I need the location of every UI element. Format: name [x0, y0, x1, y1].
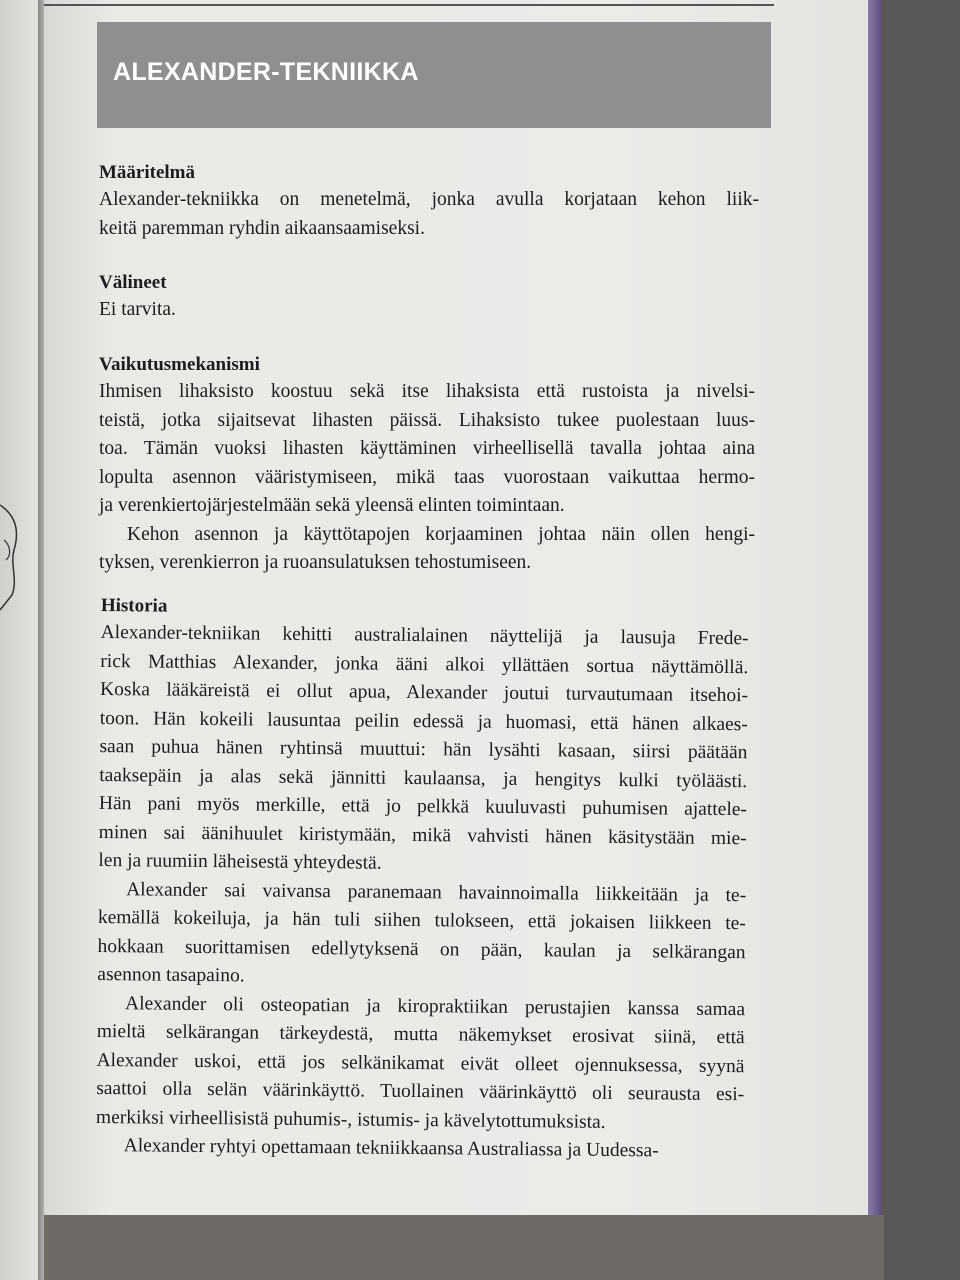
text-line: Koska lääkäreistä ei ollut apua, Alexander joutui turvautumaan itsehoi-	[99, 678, 749, 707]
text-line: keitä paremman ryhdin aikaansaamiseksi.	[99, 217, 425, 239]
text-line: mieltä selkärangan tärkeydestä, mutta näkemykset erosivat siinä, että	[96, 1020, 745, 1049]
top-rule	[44, 4, 774, 6]
paragraph	[99, 521, 755, 578]
section-heading: Määritelmä	[99, 162, 196, 183]
text-line: Alexander ryhtyi opettamaan tekniikkaansa Australiassa ja Uudessa-	[123, 1135, 659, 1162]
text-line: asennon tasapaino.	[97, 963, 245, 987]
paragraph	[99, 186, 759, 243]
text-line: Alexander-tekniikka on menetelmä, jonka avulla korjataan kehon liik-	[99, 189, 759, 210]
text-line: taaksepäin ja alas sekä jännitti kaulaansa, ja hengitys kulki työläästi.	[99, 764, 748, 792]
text-line: Alexander-tekniikan kehitti australialainen näyttelijä ja lausuja Frede-	[100, 621, 749, 650]
paragraph	[97, 875, 746, 995]
text-line: Alexander oli osteopatian ja kiropraktiikan perustajien kanssa samaa	[124, 992, 746, 1020]
text-line: merkiksi virheellisistä puhumis-, istumis- ja kävelytottumuksista.	[95, 1106, 606, 1133]
section-historia	[96, 593, 749, 1167]
paragraph	[98, 619, 748, 882]
chapter-title: ALEXANDER-TEKNIIKKA	[113, 58, 419, 86]
text-line: Ei tarvita.	[99, 299, 176, 320]
text-line: tyksen, verenkierron ja ruoansulatuksen tehostumiseen.	[99, 552, 532, 573]
section-heading: Historia	[100, 594, 168, 617]
text-line: Alexander uskoi, että jos selkänikamat eivät olleet ojennuksessa, syynä	[96, 1049, 745, 1077]
section-vaikutusmekanismi	[99, 352, 755, 578]
text-line: Ihmisen lihaksisto koostuu sekä itse lihaksista että rustoista ja nivelsi-	[99, 381, 755, 402]
text-line: lopulta asennon vääristymiseen, mikä taas vuorostaan vaikuttaa hermo-	[99, 466, 755, 488]
left-page-edge	[0, 0, 42, 1280]
paragraph	[99, 296, 759, 325]
section-valineet	[99, 270, 759, 325]
text-line: ja verenkiertojärjestelmään sekä yleensä elinten toimintaan.	[99, 495, 565, 516]
text-line: teistä, jotka sijaitsevat lihasten päissä. Lihaksisto tukee puolestaan luus-	[99, 409, 755, 431]
text-line: toa. Tämän vuoksi lihasten käyttäminen virheellisellä tavalla johtaa aina	[99, 438, 755, 459]
text-line: hokkaan suorittamisen edellytyksenä on pään, kaulan ja selkärangan	[97, 935, 746, 963]
text-line: kemällä kokeiluja, ja hän tuli siihen tulokseen, että jokaisen liikkeen te-	[97, 906, 746, 935]
paragraph	[99, 378, 755, 521]
paragraph	[96, 989, 745, 1138]
book-cover-edge	[868, 0, 882, 1218]
text-line: rick Matthias Alexander, jonka ääni alkoi yllättäen sortua näyttämöllä.	[100, 650, 749, 678]
text-line: minen sai äänihuulet kiristymään, mikä vahvisti hänen käsitystään mie-	[98, 821, 747, 849]
section-maaritelma	[99, 160, 759, 243]
text-line: saattoi olla selän väärinkäyttö. Tuollainen väärinkäyttö oli seurausta esi-	[96, 1077, 745, 1106]
table-surface	[44, 1215, 884, 1280]
text-line: toon. Hän kokeili lausuntaa peilin edessä ja huomasi, että hänen alkaes-	[99, 707, 748, 735]
section-heading: Vaikutusmekanismi	[99, 354, 260, 375]
text-line: Alexander sai vaivansa paranemaan havainnoimalla liikkeitään ja te-	[126, 878, 747, 906]
text-line: saan puhua hänen ryhtinsä muuttui: hän lysähti kasaan, siirsi päätään	[99, 735, 748, 764]
section-heading: Välineet	[99, 272, 167, 293]
text-line: len ja ruumiin läheisestä yhteydestä.	[98, 849, 382, 874]
figure-sketch-fragment	[0, 500, 40, 620]
text-line: Kehon asennon ja käyttötapojen korjaaminen johtaa näin ollen hengi-	[127, 523, 755, 545]
text-line: Hän pani myös merkille, että jo pelkkä kuuluvasti puhumisen ajattele-	[98, 792, 748, 821]
chapter-header-bar	[97, 22, 771, 128]
